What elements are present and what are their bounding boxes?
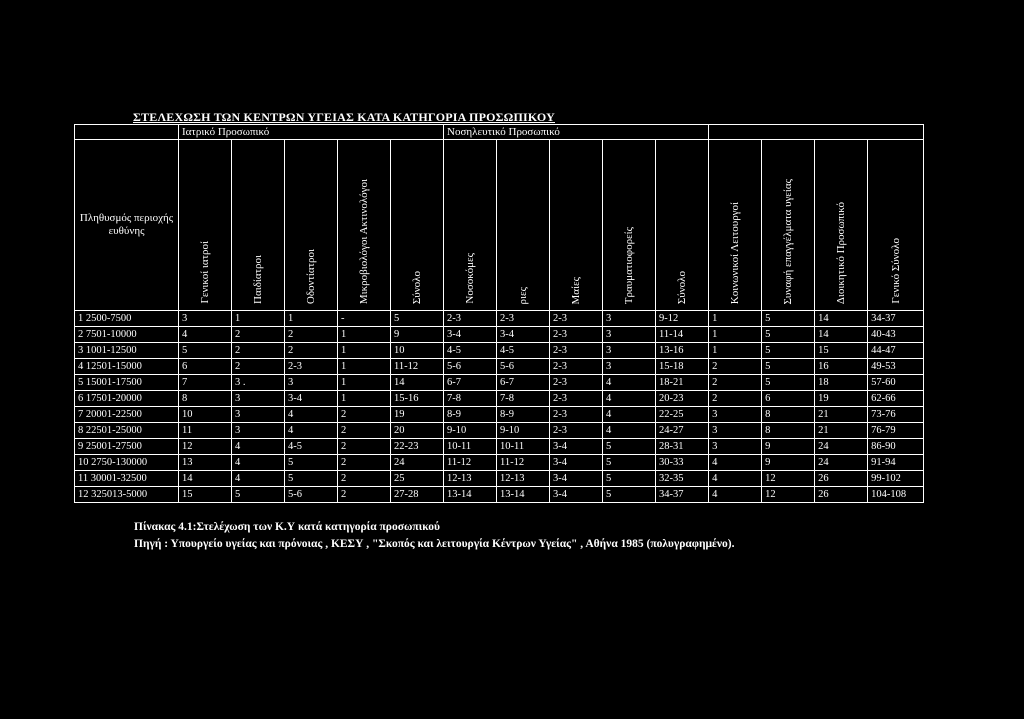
table-cell: 3-4 [497,327,550,343]
table-cell: 6-7 [497,375,550,391]
column-header-label: Γενικοί ιατροί [199,241,211,304]
table-cell: 12 [762,471,815,487]
table-cell: 3 . [232,375,285,391]
column-header-label: Μαίες [570,276,583,304]
table-cell: 1 [709,327,762,343]
table-cell: 2-3 [285,359,338,375]
table-cell: 2-3 [550,423,603,439]
table-cell: 20 [391,423,444,439]
table-cell: 13-14 [497,487,550,503]
table-cell: 24 [391,455,444,471]
page-title: ΣΤΕΛΕΧΩΣΗ ΤΩΝ ΚΕΝΤΡΩΝ ΥΓΕΙΑΣ ΚΑΤΑ ΚΑΤΗΓΟΡΙΑ ΠΡΟΣΩΠΙΚΟΥ [133,110,555,124]
table-cell: 2 [285,343,338,359]
table-cell: 5 [285,471,338,487]
column-header-label: Γενικό Σύνολο [889,238,902,304]
table-cell: - [338,311,391,327]
table-cell: 5 [762,327,815,343]
table-cell: 2-3 [550,343,603,359]
table-cell: 4 [285,407,338,423]
table-cell: 91-94 [868,455,924,471]
table-cell: 1 [232,311,285,327]
table-cell: 34-37 [868,311,924,327]
column-header [762,140,815,311]
table-cell: 12-13 [444,471,497,487]
row-label-cell: 8 22501-25000 [75,423,179,439]
table-cell: 2-3 [550,359,603,375]
column-header [709,140,762,311]
table-cell: 14 [179,471,232,487]
row-label-cell: 6 17501-20000 [75,391,179,407]
table-cell: 2 [232,343,285,359]
table-cell: 15-18 [656,359,709,375]
table-cell: 2 [709,391,762,407]
table-cell: 4 [603,423,656,439]
table-row [75,359,924,375]
row-label-cell: 12 325013-5000 [75,487,179,503]
table-cell: 3 [603,359,656,375]
table-cell: 4 [709,455,762,471]
column-header-label: ριες [517,286,530,304]
table-cell: 3 [603,311,656,327]
column-header [815,140,868,311]
table-cell: 10 [179,407,232,423]
table-cell: 4-5 [444,343,497,359]
table-row [75,343,924,359]
table-cell: 15 [179,487,232,503]
table-cell: 7-8 [497,391,550,407]
table-cell: 24 [815,455,868,471]
table-cell: 15 [815,343,868,359]
table-cell: 2 [232,327,285,343]
table-cell: 13 [179,455,232,471]
table-cell: 44-47 [868,343,924,359]
table-cell: 2 [338,471,391,487]
table-cell: 26 [815,471,868,487]
table-cell: 4 [285,423,338,439]
table-cell: 3 [232,407,285,423]
table-cell: 2-3 [550,407,603,423]
column-header [868,140,924,311]
table-cell: 3 [179,311,232,327]
table-cell: 4 [709,471,762,487]
column-header-label: Παιδίατροι [252,255,264,304]
table-cell: 2 [338,455,391,471]
table-row [75,487,924,503]
table-cell: 9 [391,327,444,343]
table-cell: 21 [815,423,868,439]
table-cell: 8 [762,423,815,439]
table-row [75,391,924,407]
column-header-label: Οδοντίατροι [305,248,317,304]
table-row [75,439,924,455]
table-cell: 4 [232,471,285,487]
table-cell: 73-76 [868,407,924,423]
table-cell: 1 [709,311,762,327]
table-cell: 14 [391,375,444,391]
table-cell: 9-10 [444,423,497,439]
table-cell: 8-9 [444,407,497,423]
table-cell: 19 [391,407,444,423]
table-cell: 10 [391,343,444,359]
table-cell: 6-7 [444,375,497,391]
table-cell: 5 [762,311,815,327]
column-header-label: Τραυματιοφορείς [623,226,636,304]
table-cell: 1 [338,343,391,359]
table-cell: 2-3 [497,311,550,327]
table-cell: 2 [709,375,762,391]
column-header-label: Κοινωνικοί Λειτουργοί [729,201,742,304]
table-cell: 2-3 [550,311,603,327]
table-cell: 11-14 [656,327,709,343]
table-cell: 4 [232,439,285,455]
table-cell: 11 [179,423,232,439]
column-header [444,140,497,311]
group-header-other [709,125,924,140]
table-cell: 8 [179,391,232,407]
table-cell: 3-4 [550,487,603,503]
table-cell: 2-3 [550,375,603,391]
table-cell: 32-35 [656,471,709,487]
table-row [75,423,924,439]
column-header-label: Συναφή επαγγέλματα υγείας [782,178,795,304]
table-cell: 2 [338,439,391,455]
table-cell: 12-13 [497,471,550,487]
table-cell: 5-6 [444,359,497,375]
table-cell: 3-4 [550,439,603,455]
row-label-cell: 2 7501-10000 [75,327,179,343]
table-cell: 57-60 [868,375,924,391]
table-row [75,327,924,343]
table-cell: 1 [338,391,391,407]
table-cell: 9 [762,455,815,471]
table-cell: 8 [762,407,815,423]
table-cell: 14 [815,311,868,327]
table-cell: 18-21 [656,375,709,391]
group-header-nursing: Νοσηλευτικό Προσωπικό [444,125,709,140]
column-header-label: Μικροβιολόγοι Ακτινολόγοι [358,178,370,304]
table-cell: 9-12 [656,311,709,327]
staffing-table [74,124,924,503]
table-cell: 9 [762,439,815,455]
table-cell: 34-37 [656,487,709,503]
table-cell: 14 [815,327,868,343]
table-cell: 18 [815,375,868,391]
table-cell: 15-16 [391,391,444,407]
table-cell: 24 [815,439,868,455]
table-cell: 104-108 [868,487,924,503]
table-cell: 3 [232,423,285,439]
table-cell: 7 [179,375,232,391]
table-cell: 5 [762,359,815,375]
table-cell: 2-3 [550,391,603,407]
row-label-cell: 4 12501-15000 [75,359,179,375]
table-cell: 76-79 [868,423,924,439]
row-label-cell: 11 30001-32500 [75,471,179,487]
table-cell: 2 [285,327,338,343]
table-cell: 5 [603,455,656,471]
table-cell: 5 [179,343,232,359]
row-label-cell: 1 2500-7500 [75,311,179,327]
table-cell: 16 [815,359,868,375]
table-cell: 12 [179,439,232,455]
table-cell: 22-25 [656,407,709,423]
table-cell: 2 [338,423,391,439]
table-cell: 8-9 [497,407,550,423]
table-cell: 3-4 [285,391,338,407]
table-cell: 5 [762,343,815,359]
table-cell: 27-28 [391,487,444,503]
row-label-cell: 3 1001-12500 [75,343,179,359]
table-cell: 99-102 [868,471,924,487]
table-cell: 5-6 [285,487,338,503]
group-header-blank [75,125,179,140]
table-cell: 1 [338,375,391,391]
table-cell: 19 [815,391,868,407]
table-cell: 1 [338,359,391,375]
table-cell: 11-12 [444,455,497,471]
table-cell: 3 [603,327,656,343]
table-cell: 3-4 [550,455,603,471]
column-header [179,140,232,311]
table-cell: 12 [762,487,815,503]
group-header-medical: Ιατρικό Προσωπικό [179,125,444,140]
table-cell: 24-27 [656,423,709,439]
table-cell: 4 [603,391,656,407]
column-header-label: Σύνολο [411,270,424,304]
column-header-label: Σύνολο [676,270,689,304]
table-cell: 3 [232,391,285,407]
table-cell: 5 [762,375,815,391]
table-cell: 3 [709,423,762,439]
table-cell: 4 [603,407,656,423]
table-cell: 11-12 [391,359,444,375]
table-cell: 25 [391,471,444,487]
row-label-cell: 10 2750-130000 [75,455,179,471]
table-cell: 10-11 [444,439,497,455]
table-cell: 3-4 [550,471,603,487]
table-cell: 5 [391,311,444,327]
table-cell: 5 [232,487,285,503]
row-label-cell: 7 20001-22500 [75,407,179,423]
table-cell: 4 [232,455,285,471]
table-cell: 4 [179,327,232,343]
table-cell: 3-4 [444,327,497,343]
column-header [232,140,285,311]
column-header [338,140,391,311]
column-header [497,140,550,311]
table-cell: 7-8 [444,391,497,407]
table-cell: 21 [815,407,868,423]
table-cell: 1 [709,343,762,359]
table-row [75,471,924,487]
table-cell: 13-16 [656,343,709,359]
row-label-cell: 5 15001-17500 [75,375,179,391]
table-cell: 3 [285,375,338,391]
column-header-label: Νοσοκόμες [464,253,477,304]
table-row [75,311,924,327]
table-cell: 13-14 [444,487,497,503]
table-cell: 22-23 [391,439,444,455]
table-cell: 5 [285,455,338,471]
table-cell: 20-23 [656,391,709,407]
table-cell: 30-33 [656,455,709,471]
table-cell: 26 [815,487,868,503]
table-cell: 1 [338,327,391,343]
table-cell: 6 [762,391,815,407]
table-cell: 3 [709,439,762,455]
table-caption: Πίνακας 4.1:Στελέχωση των Κ.Υ κατά κατηγορία προσωπικού [134,521,440,533]
table-source: Πηγή : Υπουργείο υγείας και πρόνοιας , ΚΕΣΥ , "Σκοπός και λειτουργία Κέντρων Υγείας" , Αθήνα 1985 (πολυγραφημένο). [134,538,735,550]
table-cell: 4-5 [285,439,338,455]
table-cell: 5 [603,487,656,503]
table-cell: 9-10 [497,423,550,439]
population-header: Πληθυσμός περιοχής ευθύνης [75,140,179,311]
table-cell: 86-90 [868,439,924,455]
column-header-label: Διοικητικό Προσωπικό [835,201,848,304]
column-header [391,140,444,311]
table-cell: 6 [179,359,232,375]
table-row [75,407,924,423]
table-cell: 2-3 [444,311,497,327]
table-cell: 4 [709,487,762,503]
column-header [285,140,338,311]
table-cell: 28-31 [656,439,709,455]
table-cell: 40-43 [868,327,924,343]
table-cell: 5 [603,471,656,487]
table-cell: 2 [232,359,285,375]
table-cell: 5 [603,439,656,455]
table-cell: 5-6 [497,359,550,375]
table-cell: 4 [603,375,656,391]
table-row [75,375,924,391]
table-cell: 1 [285,311,338,327]
table-cell: 11-12 [497,455,550,471]
table-row [75,455,924,471]
row-label-cell: 9 25001-27500 [75,439,179,455]
table-cell: 4-5 [497,343,550,359]
column-header [656,140,709,311]
table-cell: 10-11 [497,439,550,455]
table-cell: 2 [338,487,391,503]
table-cell: 2 [338,407,391,423]
table-cell: 2 [709,359,762,375]
column-header [603,140,656,311]
table-cell: 3 [709,407,762,423]
column-header [550,140,603,311]
table-cell: 62-66 [868,391,924,407]
table-cell: 49-53 [868,359,924,375]
table-cell: 2-3 [550,327,603,343]
table-cell: 3 [603,343,656,359]
